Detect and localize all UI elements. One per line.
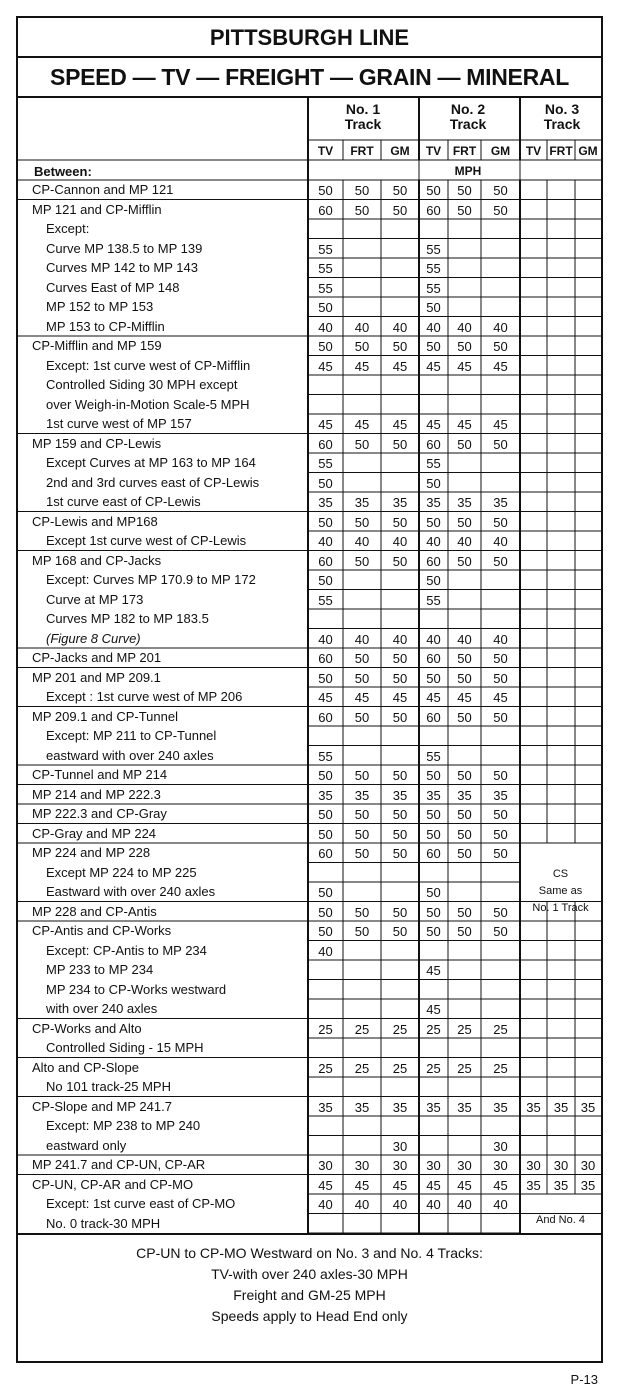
speed-cell: 50 <box>392 807 408 823</box>
speed-cell: 40 <box>354 534 370 550</box>
speed-cell: 50 <box>457 807 472 823</box>
speed-cell: 45 <box>426 1177 441 1193</box>
row-label: Except: Curves MP 170.9 to MP 172 <box>46 572 256 588</box>
speed-cell: 30 <box>318 1158 333 1174</box>
speed-cell: 55 <box>426 748 441 764</box>
column-subheader: GM <box>578 144 598 158</box>
speed-cell: 50 <box>392 846 408 862</box>
speed-cell: 40 <box>318 319 333 335</box>
row-label: 2nd and 3rd curves east of CP-Lewis <box>46 474 260 490</box>
speed-cell: 30 <box>392 1138 408 1154</box>
speed-cell: 50 <box>426 826 441 842</box>
speed-cell: 50 <box>318 475 333 491</box>
row-label: MP 168 and CP-Jacks <box>32 552 162 568</box>
speed-cell: 30 <box>426 1158 441 1174</box>
row-label: 1st curve east of CP-Lewis <box>46 494 201 510</box>
speed-cell: 50 <box>493 924 508 940</box>
row-label: MP 224 and MP 228 <box>32 845 151 861</box>
speed-cell: 60 <box>426 846 441 862</box>
speed-cell: 25 <box>493 1060 508 1076</box>
row-label: Except: <box>46 221 90 237</box>
speed-cell: 50 <box>457 339 472 355</box>
speed-cell: 25 <box>392 1021 408 1037</box>
speed-cell: 40 <box>318 534 333 550</box>
row-label: No 101 track-25 MPH <box>46 1079 171 1095</box>
speed-cell: 60 <box>426 709 441 725</box>
speed-cell: 50 <box>426 514 441 530</box>
column-subheader: GM <box>490 144 511 158</box>
speed-cell: 50 <box>493 904 508 920</box>
speed-cell: 35 <box>580 1099 596 1115</box>
speed-cell: 40 <box>457 631 472 647</box>
speed-cell: 45 <box>426 358 441 374</box>
speed-cell: 50 <box>457 514 472 530</box>
row-label: Curves MP 142 to MP 143 <box>46 260 198 276</box>
speed-cell: 45 <box>493 1177 508 1193</box>
row-label: CP-Slope and MP 241.7 <box>32 1098 172 1114</box>
speed-cell: 50 <box>392 183 408 199</box>
speed-cell: 55 <box>426 280 441 296</box>
speed-cell: 55 <box>318 280 333 296</box>
speed-cell: 35 <box>526 1099 541 1115</box>
row-label: MP 214 and MP 222.3 <box>32 786 161 802</box>
speed-cell: 35 <box>318 495 333 511</box>
speed-cell: 60 <box>318 651 333 667</box>
speed-cell: 40 <box>392 631 408 647</box>
speed-cell: 40 <box>354 631 370 647</box>
speed-cell: 40 <box>392 1197 408 1213</box>
speed-cell: 55 <box>318 592 333 608</box>
speed-cell: 50 <box>318 904 333 920</box>
speed-cell: 50 <box>457 826 472 842</box>
speed-cell: 50 <box>392 709 408 725</box>
speed-cell: 45 <box>426 963 441 979</box>
speed-cell: 40 <box>426 534 441 550</box>
speed-cell: 50 <box>493 670 508 686</box>
speed-cell: 50 <box>426 924 441 940</box>
speed-cell: 60 <box>318 846 333 862</box>
speed-cell: 50 <box>426 807 441 823</box>
speed-cell: 50 <box>318 183 333 199</box>
speed-cell: 25 <box>426 1021 441 1037</box>
row-label: Except: 1st curve east of CP-MO <box>46 1196 236 1212</box>
track-2-header: No. 2 Track <box>449 101 487 132</box>
speed-cell: 45 <box>354 690 370 706</box>
row-label: Alto and CP-Slope <box>32 1059 139 1075</box>
speed-cell: 55 <box>426 592 441 608</box>
speed-cell: 50 <box>354 436 370 452</box>
speed-cell: 50 <box>354 826 370 842</box>
speed-cell: 50 <box>354 183 370 199</box>
speed-table <box>18 98 601 1233</box>
speed-cell: 45 <box>457 1177 472 1193</box>
row-label: Curves MP 182 to MP 183.5 <box>46 611 209 627</box>
row-label: CP-Gray and MP 224 <box>32 825 157 841</box>
speed-cell: 50 <box>354 651 370 667</box>
speed-cell: 40 <box>392 534 408 550</box>
speed-cell: 35 <box>392 787 408 803</box>
speed-cell: 50 <box>392 202 408 218</box>
speed-cell: 40 <box>354 319 370 335</box>
speed-cell: 50 <box>318 300 333 316</box>
speed-cell: 50 <box>457 904 472 920</box>
row-label: MP 228 and CP-Antis <box>32 903 157 919</box>
footer-notes <box>18 1233 601 1343</box>
row-label: CP-Tunnel and MP 214 <box>32 767 168 783</box>
speed-cell: 45 <box>426 417 441 433</box>
speed-cell: 45 <box>318 1177 333 1193</box>
row-label: Curve MP 138.5 to MP 139 <box>46 240 203 256</box>
speed-cell: 60 <box>426 651 441 667</box>
footer-line: Speeds apply to Head End only <box>211 1308 408 1324</box>
speed-cell: 45 <box>457 417 472 433</box>
speed-cell: 50 <box>493 846 508 862</box>
speed-cell: 50 <box>457 183 472 199</box>
speed-cell: 45 <box>457 358 472 374</box>
speed-cell: 35 <box>493 1099 508 1115</box>
speed-cell: 25 <box>354 1021 370 1037</box>
row-label: Curve at MP 173 <box>46 591 144 607</box>
speed-cell: 50 <box>426 768 441 784</box>
speed-cell: 60 <box>318 436 333 452</box>
speed-cell: 50 <box>493 202 508 218</box>
speed-cell: 50 <box>493 826 508 842</box>
units-label: MPH <box>454 164 482 178</box>
row-label: Curves East of MP 148 <box>46 279 180 295</box>
speed-cell: 45 <box>354 1177 370 1193</box>
row-label: over Weigh-in-Motion Scale-5 MPH <box>46 396 250 412</box>
and-no4-note: And No. 4 <box>536 1214 585 1226</box>
row-label: CP-Cannon and MP 121 <box>32 182 174 198</box>
speed-cell: 60 <box>318 202 333 218</box>
row-label: Except: MP 238 to MP 240 <box>46 1118 201 1134</box>
speed-cell: 50 <box>457 436 472 452</box>
row-label: No. 0 track-30 MPH <box>46 1215 161 1231</box>
speed-cell: 50 <box>318 924 333 940</box>
column-subheader: FRT <box>350 144 374 158</box>
speed-cell: 35 <box>457 495 472 511</box>
row-label: Controlled Siding - 15 MPH <box>46 1040 204 1056</box>
speed-cell: 40 <box>493 1197 508 1213</box>
row-label: Except: 1st curve west of CP-Mifflin <box>46 357 251 373</box>
speed-cell: 50 <box>354 553 370 569</box>
row-label: (Figure 8 Curve) <box>46 630 141 646</box>
speed-cell: 50 <box>457 651 472 667</box>
speed-cell: 45 <box>426 1002 441 1018</box>
row-label: MP 201 and MP 209.1 <box>32 669 161 685</box>
column-subheader: FRT <box>452 144 477 158</box>
speed-cell: 50 <box>493 436 508 452</box>
speed-cell: 30 <box>392 1158 408 1174</box>
row-label: Except : 1st curve west of MP 206 <box>46 689 243 705</box>
speed-cell: 35 <box>354 787 370 803</box>
speed-cell: 45 <box>392 417 408 433</box>
speed-cell: 50 <box>354 709 370 725</box>
speed-cell: 30 <box>553 1158 569 1174</box>
speed-cell: 35 <box>493 495 508 511</box>
row-label: CP-UN, CP-AR and CP-MO <box>32 1176 194 1192</box>
speed-cell: 50 <box>392 651 408 667</box>
column-subheader: GM <box>390 144 410 158</box>
between-label: Between: <box>34 164 92 179</box>
track-1-header: No. 1 Track <box>344 101 382 132</box>
speed-cell: 55 <box>318 241 333 257</box>
speed-cell: 50 <box>457 768 472 784</box>
speed-cell: 50 <box>392 553 408 569</box>
speed-cell: 60 <box>426 553 441 569</box>
speed-cell: 50 <box>426 300 441 316</box>
speed-cell: 55 <box>318 748 333 764</box>
speed-cell: 35 <box>553 1177 569 1193</box>
speed-cell: 50 <box>457 202 472 218</box>
row-label: with over 240 axles <box>46 1001 158 1017</box>
speed-cell: 50 <box>318 339 333 355</box>
speed-cell: 35 <box>318 1099 333 1115</box>
speed-cell: 50 <box>392 514 408 530</box>
row-label: CP-Mifflin and MP 159 <box>32 338 162 354</box>
speed-cell: 50 <box>318 768 333 784</box>
speed-cell: 40 <box>354 1197 370 1213</box>
speed-cell: 40 <box>457 319 472 335</box>
speed-cell: 50 <box>318 514 333 530</box>
speed-cell: 50 <box>493 768 508 784</box>
speed-cell: 40 <box>426 1197 441 1213</box>
speed-cell: 40 <box>457 534 472 550</box>
speed-cell: 60 <box>426 202 441 218</box>
speed-cell: 45 <box>392 690 408 706</box>
speed-cell: 30 <box>580 1158 596 1174</box>
row-label: Eastward with over 240 axles <box>46 884 216 900</box>
speed-cell: 40 <box>493 631 508 647</box>
speed-cell: 45 <box>318 417 333 433</box>
speed-cell: 35 <box>318 787 333 803</box>
speed-cell: 40 <box>426 631 441 647</box>
speed-cell: 50 <box>354 807 370 823</box>
row-label: CP-Antis and CP-Works <box>32 923 172 939</box>
row-label: Except: CP-Antis to MP 234 <box>46 942 207 958</box>
speed-cell: 40 <box>318 1197 333 1213</box>
speed-cell: 50 <box>392 670 408 686</box>
speed-cell: 50 <box>493 651 508 667</box>
speed-cell: 25 <box>457 1021 472 1037</box>
footer-line: Freight and GM-25 MPH <box>233 1287 386 1303</box>
speed-cell: 50 <box>426 339 441 355</box>
speed-cell: 30 <box>457 1158 472 1174</box>
speed-cell: 50 <box>392 904 408 920</box>
speed-cell: 25 <box>493 1021 508 1037</box>
column-subheader: TV <box>525 144 542 158</box>
speed-cell: 50 <box>392 339 408 355</box>
speed-cell: 35 <box>493 787 508 803</box>
speed-cell: 50 <box>354 924 370 940</box>
row-label: CP-Works and Alto <box>32 1020 142 1036</box>
speed-cell: 45 <box>354 417 370 433</box>
speed-cell: 50 <box>354 202 370 218</box>
speed-cell: 50 <box>426 183 441 199</box>
speed-cell: 35 <box>426 495 441 511</box>
speed-cell: 50 <box>318 573 333 589</box>
speed-cell: 40 <box>392 319 408 335</box>
speed-cell: 30 <box>354 1158 370 1174</box>
speed-cell: 35 <box>354 495 370 511</box>
row-label: eastward only <box>46 1137 127 1153</box>
speed-cell: 40 <box>426 319 441 335</box>
speed-cell: 50 <box>493 339 508 355</box>
speed-cell: 50 <box>318 670 333 686</box>
speed-cell: 50 <box>457 553 472 569</box>
speed-cell: 60 <box>318 709 333 725</box>
speed-cell: 60 <box>426 436 441 452</box>
footer-line: TV-with over 240 axles-30 MPH <box>211 1266 408 1282</box>
speed-cell: 45 <box>493 417 508 433</box>
speed-cell: 50 <box>493 553 508 569</box>
speed-cell: 50 <box>392 826 408 842</box>
row-label: MP 121 and CP-Mifflin <box>32 201 162 217</box>
speed-cell: 50 <box>493 514 508 530</box>
speed-cell: 50 <box>426 670 441 686</box>
row-label: MP 222.3 and CP-Gray <box>32 806 167 822</box>
speed-cell: 50 <box>426 904 441 920</box>
speed-cell: 50 <box>392 924 408 940</box>
speed-cell: 50 <box>354 904 370 920</box>
speed-cell: 50 <box>354 339 370 355</box>
row-label: MP 153 to CP-Mifflin <box>46 318 165 334</box>
speed-cell: 50 <box>392 768 408 784</box>
speed-cell: 55 <box>318 456 333 472</box>
speed-cell: 45 <box>392 358 408 374</box>
speed-cell: 35 <box>392 495 408 511</box>
speed-cell: 50 <box>493 709 508 725</box>
speed-cell: 35 <box>392 1099 408 1115</box>
row-label: MP 241.7 and CP-UN, CP-AR <box>32 1157 206 1173</box>
speed-cell: 40 <box>318 943 333 959</box>
row-label: Except MP 224 to MP 225 <box>46 864 197 880</box>
speed-cell: 25 <box>457 1060 472 1076</box>
speed-cell: 35 <box>457 787 472 803</box>
speed-cell: 25 <box>318 1021 333 1037</box>
speed-cell: 60 <box>318 553 333 569</box>
speed-cell: 55 <box>426 241 441 257</box>
speed-cell: 50 <box>426 573 441 589</box>
speed-cell: 30 <box>493 1138 508 1154</box>
speed-cell: 50 <box>354 846 370 862</box>
speed-cell: 45 <box>392 1177 408 1193</box>
track-3-header: No. 3 Track <box>543 101 581 132</box>
speed-cell: 50 <box>318 826 333 842</box>
speed-cell: 50 <box>493 183 508 199</box>
speed-cell: 40 <box>493 534 508 550</box>
row-label: Except 1st curve west of CP-Lewis <box>46 533 247 549</box>
speed-cell: 50 <box>354 514 370 530</box>
speed-cell: 30 <box>493 1158 508 1174</box>
speed-cell: 35 <box>354 1099 370 1115</box>
speed-cell: 50 <box>493 807 508 823</box>
speed-cell: 50 <box>354 670 370 686</box>
speed-cell: 45 <box>457 690 472 706</box>
speed-cell: 25 <box>426 1060 441 1076</box>
speed-cell: 35 <box>526 1177 541 1193</box>
speed-cell: 50 <box>392 436 408 452</box>
speed-cell: 35 <box>553 1099 569 1115</box>
row-label: Except: MP 211 to CP-Tunnel <box>46 728 217 744</box>
speed-cell: 50 <box>426 475 441 491</box>
timetable-page <box>16 16 603 1363</box>
row-label: MP 159 and CP-Lewis <box>32 435 162 451</box>
row-label: MP 152 to MP 153 <box>46 299 154 315</box>
row-label: Except Curves at MP 163 to MP 164 <box>46 455 256 471</box>
column-subheader: TV <box>317 144 334 158</box>
speed-cell: 55 <box>426 261 441 277</box>
speed-cell: 50 <box>457 709 472 725</box>
page-subtitle: SPEED — TV — FREIGHT — GRAIN — MINERAL <box>18 58 601 98</box>
page-title: PITTSBURGH LINE <box>18 20 601 58</box>
speed-cell: 45 <box>354 358 370 374</box>
speed-cell: 50 <box>318 807 333 823</box>
row-label: 1st curve west of MP 157 <box>46 416 192 432</box>
row-label: MP 209.1 and CP-Tunnel <box>32 708 178 724</box>
speed-cell: 25 <box>392 1060 408 1076</box>
speed-cell: 35 <box>426 1099 441 1115</box>
speed-cell: 50 <box>457 670 472 686</box>
speed-cell: 45 <box>493 358 508 374</box>
column-subheader: TV <box>425 144 442 158</box>
page-number: P-13 <box>570 1372 598 1387</box>
speed-cell: 55 <box>318 261 333 277</box>
speed-cell: 50 <box>457 846 472 862</box>
speed-cell: 30 <box>526 1158 541 1174</box>
speed-cell: 40 <box>457 1197 472 1213</box>
speed-cell: 25 <box>318 1060 333 1076</box>
row-label: eastward with over 240 axles <box>46 747 214 763</box>
speed-cell: 50 <box>457 924 472 940</box>
speed-cell: 45 <box>318 358 333 374</box>
row-label: Controlled Siding 30 MPH except <box>46 377 238 393</box>
speed-cell: 45 <box>426 690 441 706</box>
speed-cell: 35 <box>580 1177 596 1193</box>
footer-line: CP-UN to CP-MO Westward on No. 3 and No. 4 Tracks: <box>136 1245 483 1261</box>
row-label: CP-Jacks and MP 201 <box>32 650 162 666</box>
speed-cell: 50 <box>354 768 370 784</box>
speed-cell: 40 <box>493 319 508 335</box>
column-subheader: FRT <box>549 144 573 158</box>
row-label: MP 233 to MP 234 <box>46 962 154 978</box>
speed-cell: 50 <box>426 885 441 901</box>
row-label: CP-Lewis and MP168 <box>32 513 158 529</box>
speed-cell: 50 <box>318 885 333 901</box>
speed-cell: 45 <box>493 690 508 706</box>
speed-cell: 35 <box>426 787 441 803</box>
cs-note: CS Same as No. 1 Track <box>532 868 589 914</box>
speed-cell: 55 <box>426 456 441 472</box>
speed-cell: 40 <box>318 631 333 647</box>
speed-cell: 25 <box>354 1060 370 1076</box>
speed-cell: 35 <box>457 1099 472 1115</box>
speed-cell: 45 <box>318 690 333 706</box>
row-label: MP 234 to CP-Works westward <box>46 981 227 997</box>
